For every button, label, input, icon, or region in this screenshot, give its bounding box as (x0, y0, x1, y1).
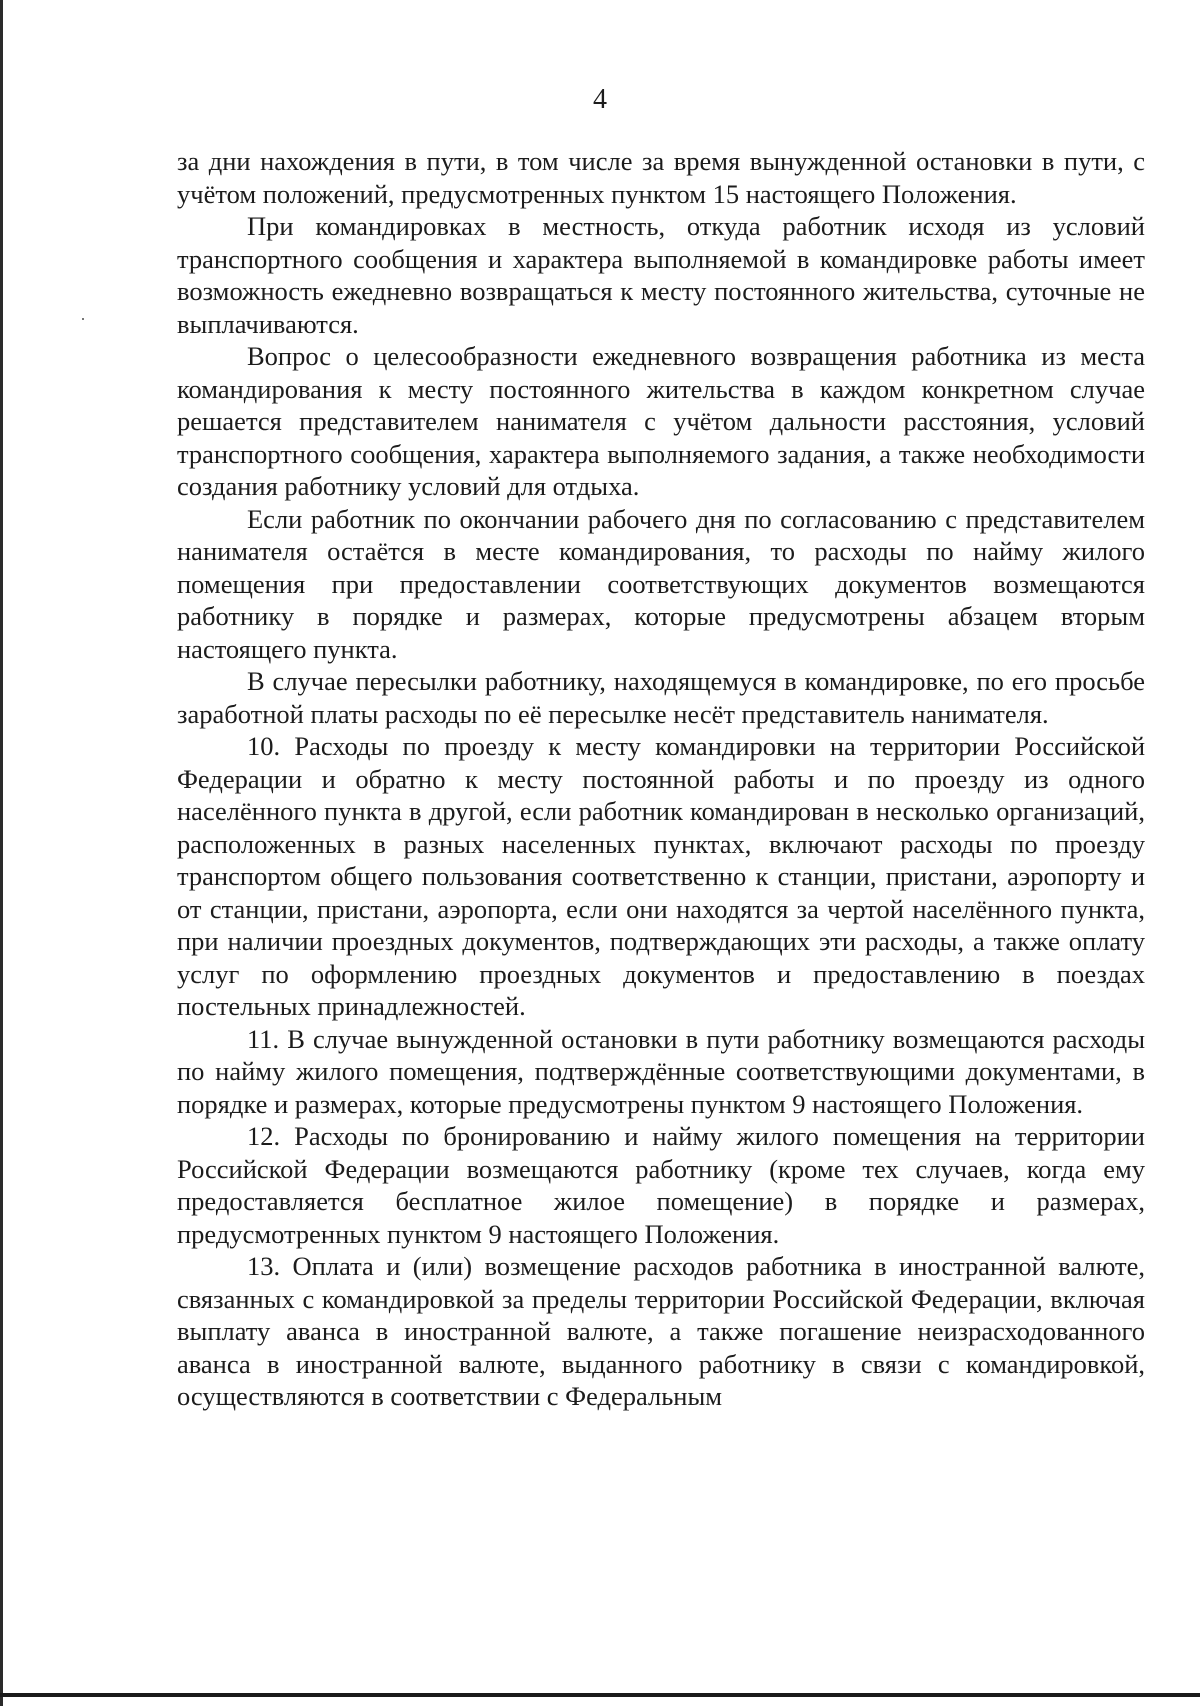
scan-left-edge (0, 0, 3, 1706)
paragraph-item-13: 13. Оплата и (или) возмещение расходов работника в иностранной валюте, связанных с командировкой за пределы территории Российской Федерации, включая выплату аванса в иностранной валюте, а также погашение неизрасходованного аванса в иностранной валюте, выданного работнику в связи с командировкой, осуществляются в соответствии с Федеральным (177, 1251, 1145, 1411)
scan-bottom-edge (0, 1693, 1200, 1697)
scan-speck (82, 318, 84, 320)
paragraph-item-11: 11. В случае вынужденной остановки в пути работнику возмещаются расходы по найму жилого помещения, подтверждённые соответствующими документами, в порядке и размерах, которые предусмотрены пунктом 9 настоящего Положения. (177, 1023, 1145, 1119)
paragraph-daily-return: Вопрос о целесообразности ежедневного возвращения работника из места командирования к месту постоянного жительства в каждом конкретном случае решается представителем нанимателя с учётом дальности расстояния, условий транспортного сообщения, характера выполняемого задания, а также необходимости создания работнику условий для отдыха. (177, 341, 1145, 501)
document-body (177, 145, 1145, 1413)
paragraph-daily-allowance: При командировках в местность, откуда работник исходя из условий транспортного сообщения и характера выполняемой в командировке работы имеет возможность ежедневно возвращаться к месту постоянного жительства, суточные не выплачиваются. (177, 211, 1145, 339)
paragraph-item-10: 10. Расходы по проезду к месту командировки на территории Российской Федерации и обратно к месту постоянной работы и по проезду из одного населённого пункта в другой, если работник командирован в несколько организаций, расположенных в разных населенных пунктах, включают расходы по проезду транспортом общего пользования соответственно к станции, пристани, аэропорту и от станции, пристани, аэропорта, если они находятся за чертой населённого пункта, при наличии проездных документов, подтверждающих эти расходы, а также оплату услуг по оформлению проездных документов и предоставлению в поездах постельных принадлежностей. (177, 731, 1145, 1021)
paragraph-item-12: 12. Расходы по бронированию и найму жилого помещения на территории Российской Федерации возмещаются работнику (кроме тех случаев, когда ему предоставляется бесплатное жилое помещение) в порядке и размерах, предусмотренных пунктом 9 настоящего Положения. (177, 1121, 1145, 1249)
paragraph-accommodation-stay: Если работник по окончании рабочего дня по согласованию с представителем нанимателя остаётся в месте командирования, то расходы по найму жилого помещения при предоставлении соответствующих документов возмещаются работнику в порядке и размерах, которые предусмотрены абзацем вторым настоящего пункта. (177, 503, 1145, 664)
page-number: 4 (593, 84, 607, 115)
paragraph-salary-forwarding: В случае пересылки работнику, находящемуся в командировке, по его просьбе заработной платы расходы по её пересылке несёт представитель нанимателя. (177, 666, 1145, 729)
paragraph-continuation: за дни нахождения в пути, в том числе за время вынужденной остановки в пути, с учётом положений, предусмотренных пунктом 15 настоящего Положения. (177, 146, 1145, 209)
